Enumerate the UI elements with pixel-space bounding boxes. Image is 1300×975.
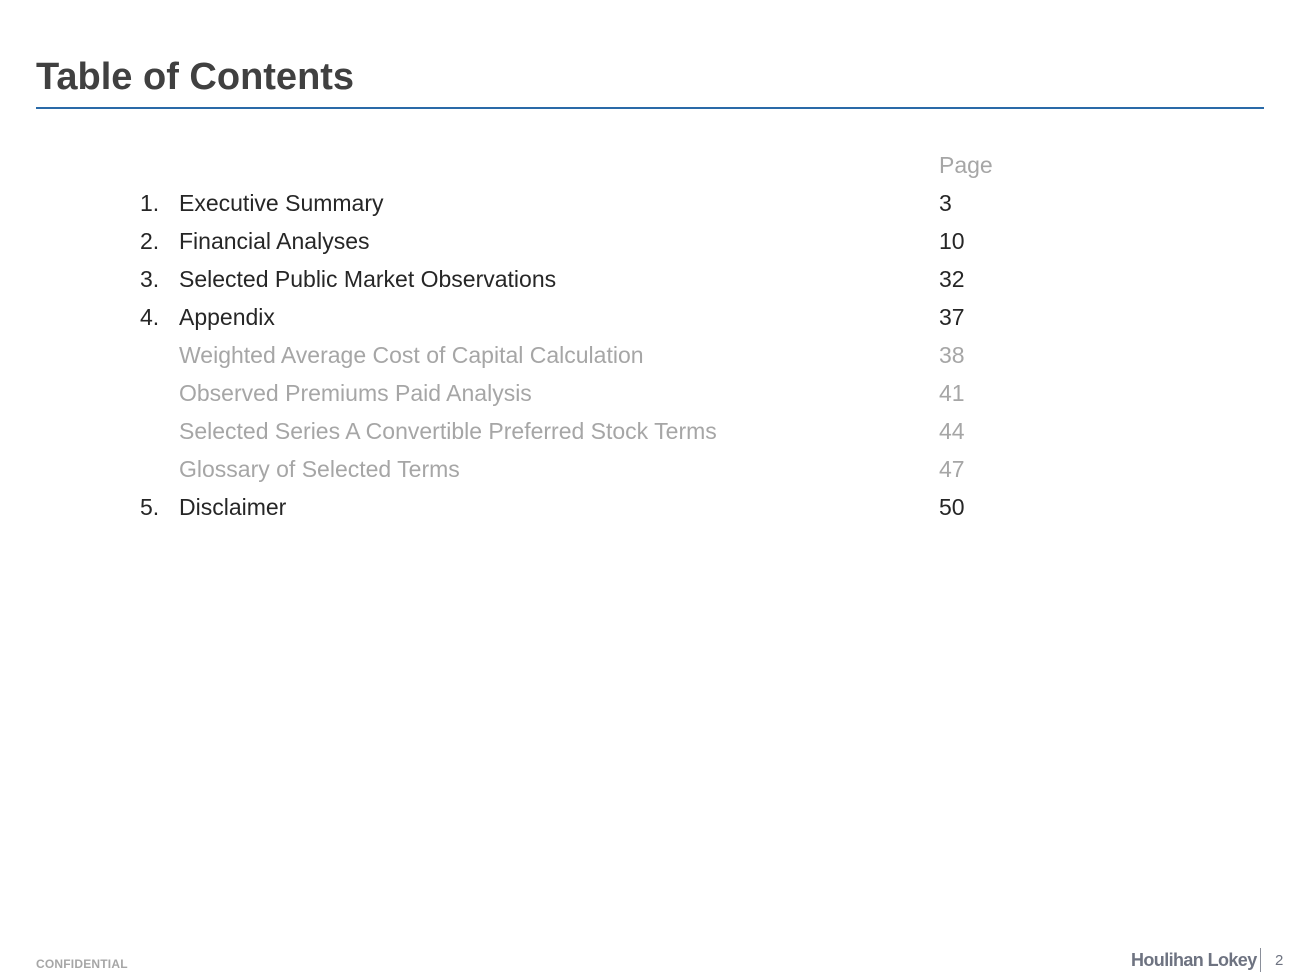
toc-item-appendix[interactable] bbox=[0, 302, 1300, 340]
toc-item-label: Selected Public Market Observations bbox=[179, 266, 557, 292]
toc-subitem-label: Weighted Average Cost of Capital Calculation bbox=[179, 342, 644, 368]
toc-item-financial-analyses[interactable] bbox=[0, 226, 1300, 264]
title-divider bbox=[36, 107, 1264, 109]
toc-subitem-series-a-terms[interactable] bbox=[0, 416, 1300, 454]
toc-subitem-label: Glossary of Selected Terms bbox=[179, 456, 460, 482]
toc-item-disclaimer[interactable] bbox=[0, 492, 1300, 530]
toc-subitem-page: 44 bbox=[939, 418, 965, 444]
toc-subitem-page: 41 bbox=[939, 380, 965, 406]
toc-item-page: 10 bbox=[939, 228, 965, 254]
page-title: Table of Contents bbox=[36, 56, 355, 98]
footer-divider bbox=[1260, 948, 1261, 972]
toc-subitem-wacc[interactable] bbox=[0, 340, 1300, 378]
toc-item-page: 32 bbox=[939, 266, 965, 292]
toc-item-number: 2. bbox=[140, 228, 160, 254]
toc-subitem-label: Selected Series A Convertible Preferred Stock Terms bbox=[179, 418, 717, 444]
toc-subitem-label: Observed Premiums Paid Analysis bbox=[179, 380, 532, 406]
toc-subitem-premiums-paid[interactable] bbox=[0, 378, 1300, 416]
toc-item-number: 3. bbox=[140, 266, 160, 292]
toc-item-number: 4. bbox=[140, 304, 160, 330]
confidential-label: CONFIDENTIAL bbox=[36, 957, 128, 971]
toc-item-number: 1. bbox=[140, 190, 160, 216]
toc-item-public-market-observations[interactable] bbox=[0, 264, 1300, 302]
page-number: 2 bbox=[1275, 952, 1284, 969]
toc-item-label: Executive Summary bbox=[179, 190, 384, 216]
toc-subitem-page: 47 bbox=[939, 456, 965, 482]
toc-subitem-glossary[interactable] bbox=[0, 454, 1300, 492]
toc-item-label: Disclaimer bbox=[179, 494, 287, 520]
toc-item-page: 3 bbox=[939, 190, 952, 216]
toc-item-label: Appendix bbox=[179, 304, 275, 330]
page-column-header: Page bbox=[939, 152, 993, 178]
toc-item-executive-summary[interactable] bbox=[0, 188, 1300, 226]
toc-item-number: 5. bbox=[140, 494, 160, 520]
company-logo: Houlihan Lokey bbox=[1131, 950, 1257, 970]
toc-item-page: 50 bbox=[939, 494, 965, 520]
toc-item-page: 37 bbox=[939, 304, 965, 330]
table-of-contents bbox=[0, 188, 1300, 530]
toc-item-label: Financial Analyses bbox=[179, 228, 370, 254]
toc-subitem-page: 38 bbox=[939, 342, 965, 368]
